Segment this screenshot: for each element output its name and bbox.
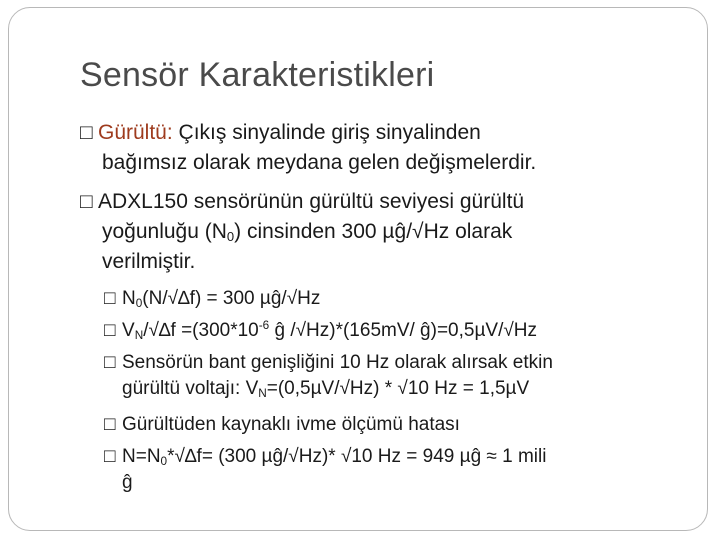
- text: *√∆f= (300 µĝ/√Hz)* √10 Hz = 949 µĝ ≈ 1 mili: [167, 446, 547, 467]
- bullet-line: [104, 376, 553, 402]
- text: ĝ: [122, 472, 133, 493]
- bullet-line: [80, 217, 524, 247]
- bullet-line: [104, 350, 553, 376]
- text: Sensörün bant genişliğini 10 Hz olarak alırsak etkin: [122, 352, 553, 373]
- sub-bullet-noise-result: [104, 444, 546, 496]
- bullet-icon: □: [104, 352, 116, 373]
- bullet-line: [80, 118, 536, 148]
- text: ) cinsinden 300 µĝ/√Hz olarak: [234, 220, 513, 243]
- superscript: -6: [258, 319, 270, 332]
- slide-title: Sensör Karakteristikleri: [80, 56, 435, 94]
- subscript: 0: [135, 297, 143, 310]
- bullet-icon: □: [104, 414, 116, 435]
- bullet-line: [80, 187, 524, 217]
- text: N=N: [122, 446, 161, 467]
- text: ADXL150 sensörünün gürültü seviyesi gürültü: [98, 190, 525, 213]
- subscript: N: [134, 329, 144, 342]
- bullet-line: [104, 444, 546, 470]
- bullet-icon: □: [104, 446, 116, 467]
- text: ĝ /√Hz)*(165mV/ ĝ)=0,5µV/√Hz: [269, 320, 538, 341]
- bullet-line: [104, 470, 546, 496]
- text: Gürültüden kaynaklı ivme ölçümü hatası: [122, 414, 460, 435]
- sub-bullet-effective-noise-voltage: [104, 350, 553, 402]
- text: bağımsız olarak meydana gelen değişmelerdir.: [102, 151, 537, 174]
- subscript: 0: [226, 229, 235, 244]
- bullet-icon: □: [104, 320, 116, 341]
- bullet-adxl150-noise: [80, 187, 524, 277]
- bullet-line: [80, 247, 524, 277]
- bullet-noise-definition: [80, 118, 536, 178]
- bullet-icon: □: [104, 288, 116, 309]
- sub-bullet-voltage-density: [104, 318, 537, 344]
- text: /√∆f =(300*10: [143, 320, 259, 341]
- text: yoğunluğu (N: [102, 220, 227, 243]
- subscript: N: [258, 387, 267, 400]
- text: V: [122, 320, 135, 341]
- text: gürültü voltajı: V: [122, 378, 259, 399]
- bullet-icon: □: [80, 121, 93, 144]
- sub-bullet-acceleration-error: [104, 412, 460, 438]
- sub-bullet-noise-density: [104, 286, 320, 312]
- bullet-icon: □: [80, 190, 93, 213]
- text: Çıkış sinyalinde giriş sinyalinden: [172, 121, 481, 144]
- subscript: 0: [160, 455, 168, 468]
- text: N: [122, 288, 136, 309]
- text: (N/√∆f) = 300 µĝ/√Hz: [142, 288, 321, 309]
- keyword-noise: Gürültü:: [98, 121, 173, 144]
- bullet-line: [80, 148, 536, 178]
- text: verilmiştir.: [102, 250, 196, 273]
- text: =(0,5µV/√Hz) * √10 Hz = 1,5µV: [266, 378, 530, 399]
